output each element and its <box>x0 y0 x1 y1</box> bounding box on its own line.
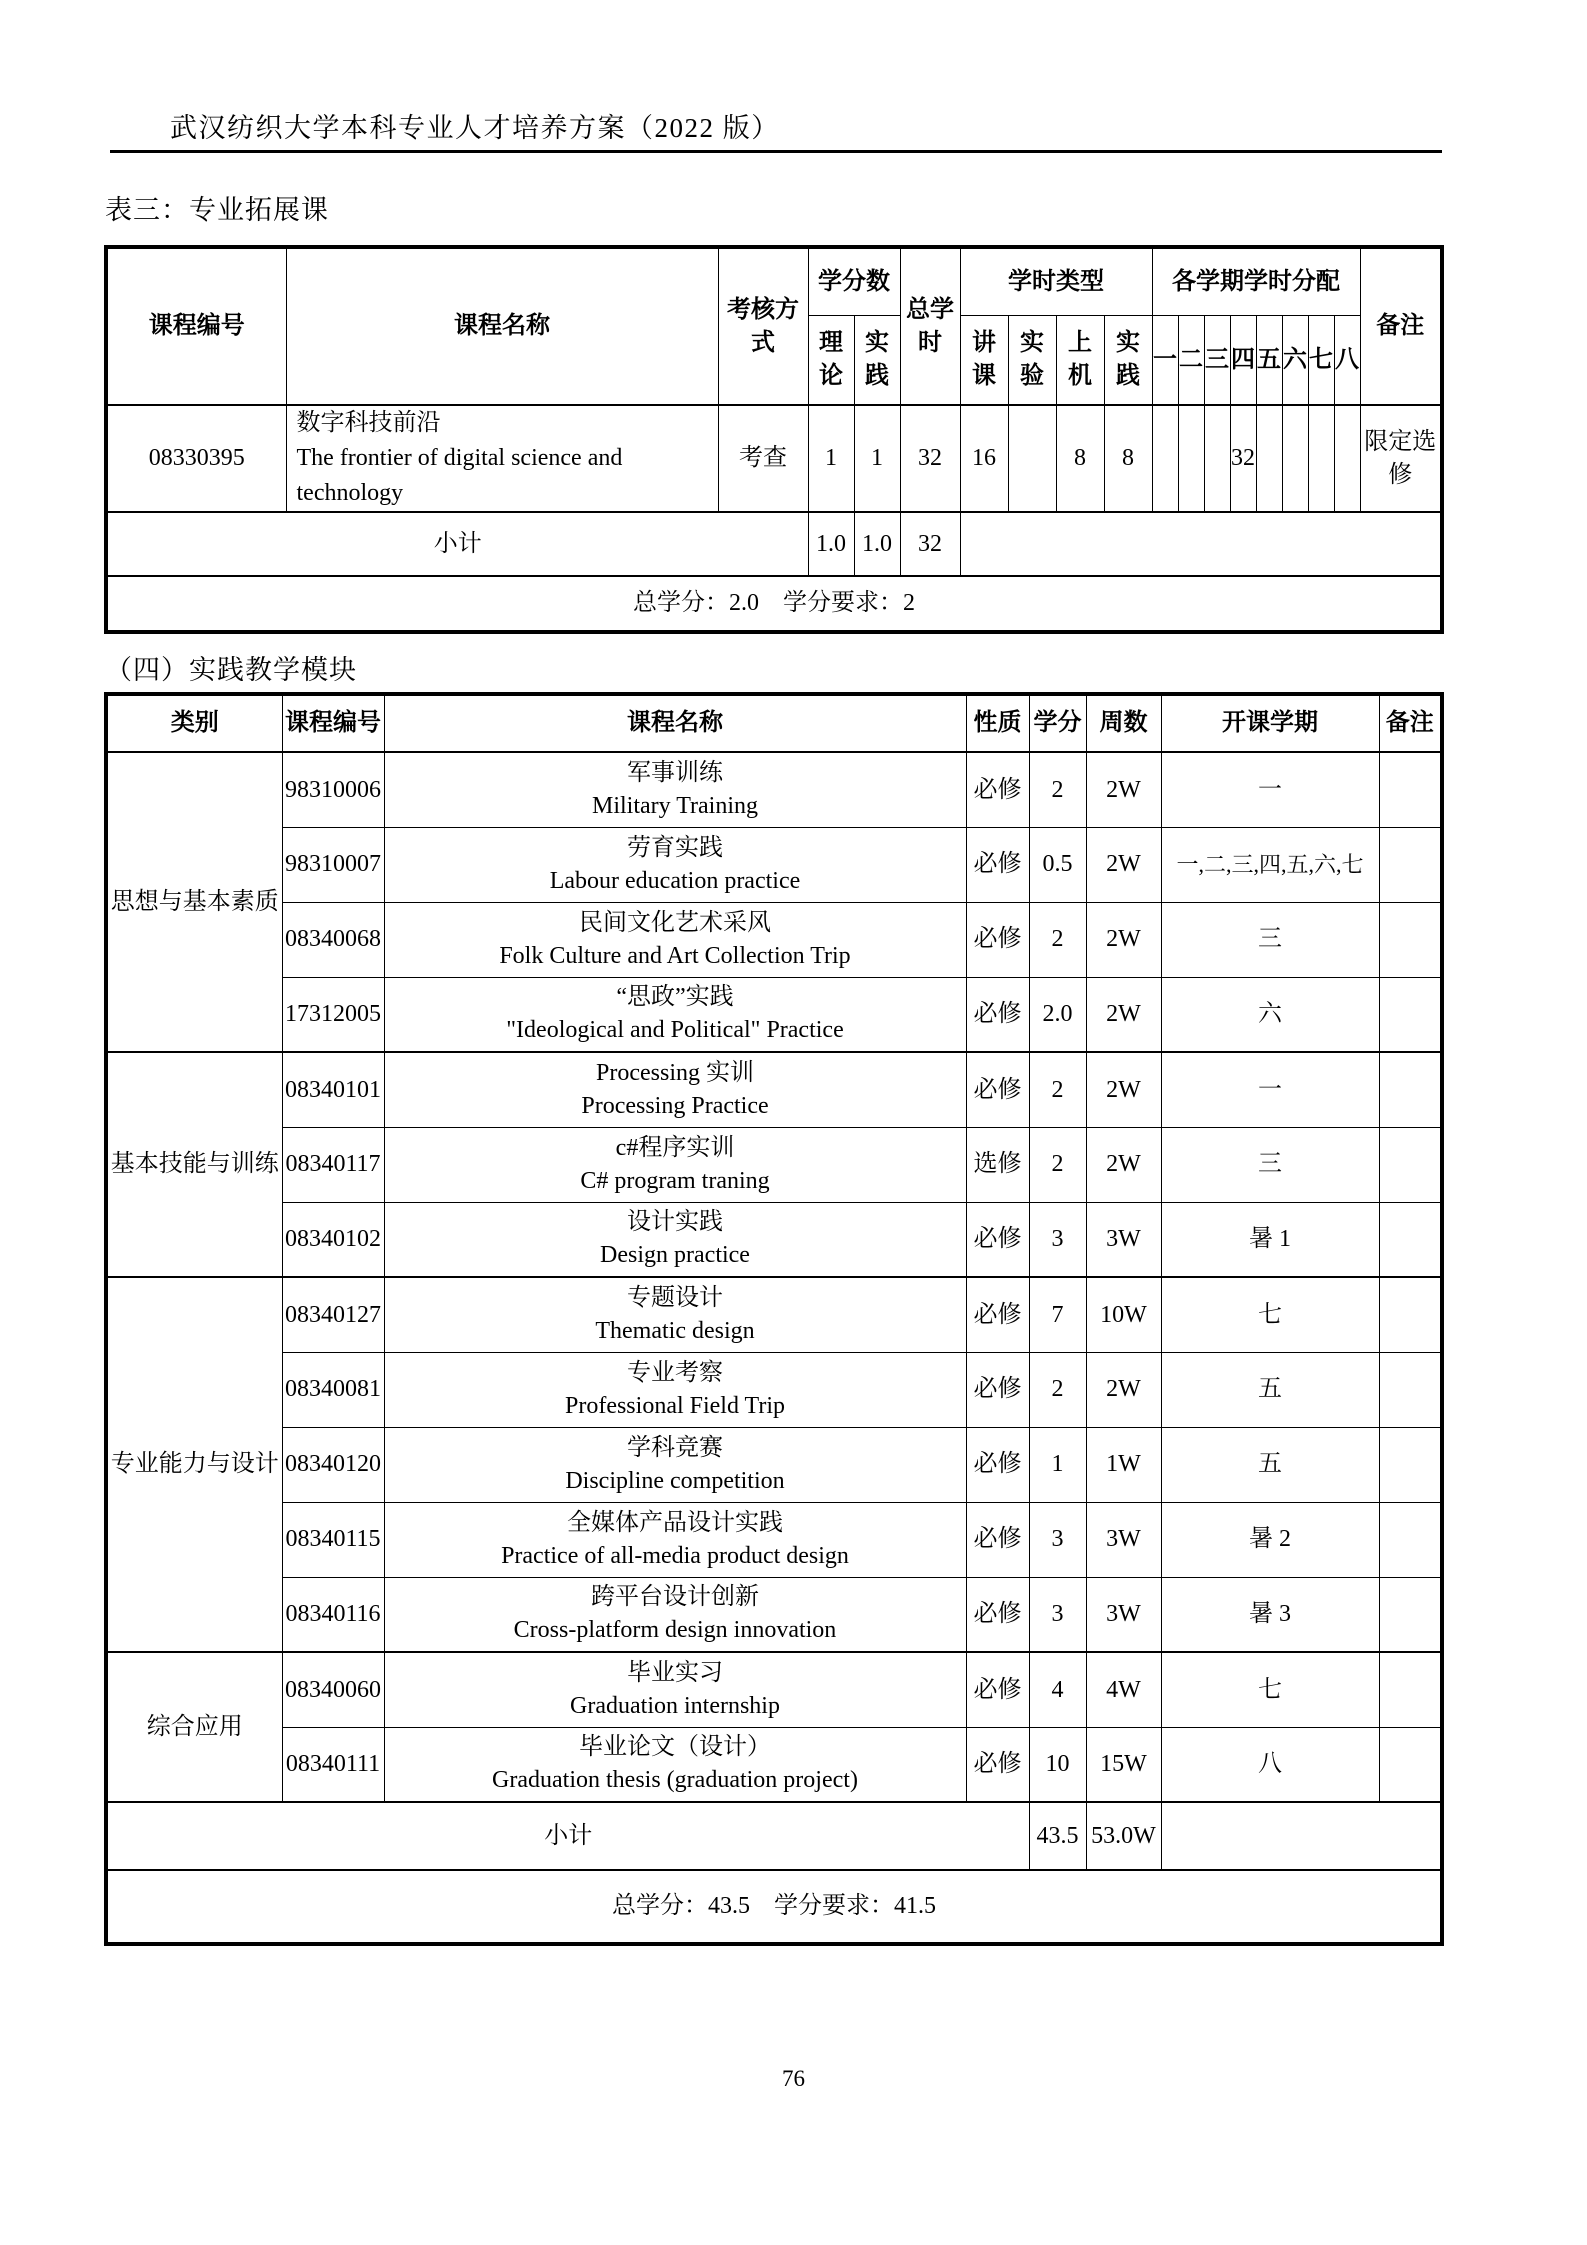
course-remark-cell <box>1379 1202 1442 1277</box>
header-weeks: 周数 <box>1086 694 1161 752</box>
course-name-en: C# program traning <box>580 1167 770 1194</box>
course-name-en: Cross-platform design innovation <box>513 1617 837 1644</box>
course-name-cell <box>384 1277 966 1352</box>
course-name-cn: 军事训练 <box>627 759 723 786</box>
course-semester-cell: 八 <box>1161 1727 1379 1802</box>
course-nature-cell: 必修 <box>966 1427 1029 1502</box>
course-credits-cell: 3 <box>1029 1577 1086 1652</box>
course-name-cn: 设计实践 <box>627 1209 723 1236</box>
subtotal-label: 小计 <box>106 1802 1029 1870</box>
table3-caption: 表三：专业拓展课 <box>105 195 329 225</box>
course-credits-cell: 10 <box>1029 1727 1086 1802</box>
course-semester-cell: 三 <box>1161 1127 1379 1202</box>
course-semester-cell: 暑 1 <box>1161 1202 1379 1277</box>
table3-subtotal-row <box>106 512 1442 576</box>
header-credits-theory: 理论 <box>808 315 854 405</box>
course-code-cell: 08340101 <box>282 1052 384 1127</box>
course-code-cell: 17312005 <box>282 977 384 1052</box>
course-row <box>106 1352 1442 1427</box>
course-semester-cell: 五 <box>1161 1352 1379 1427</box>
section4-heading: （四）实践教学模块 <box>105 655 357 685</box>
category-cell: 专业能力与设计 <box>106 1277 282 1652</box>
course-total-hours-cell: 32 <box>900 405 960 512</box>
course-name-cell <box>384 1727 966 1802</box>
header-course-code: 课程编号 <box>106 247 286 405</box>
header-semester-7: 七 <box>1308 315 1334 405</box>
semester-hours-6 <box>1282 405 1308 512</box>
course-code-cell: 08340127 <box>282 1277 384 1352</box>
header-category: 类别 <box>106 694 282 752</box>
course-code-cell: 98310006 <box>282 752 384 827</box>
course-name-en: Thematic design <box>595 1317 755 1344</box>
course-row <box>106 977 1442 1052</box>
course-semester-cell: 暑 2 <box>1161 1502 1379 1577</box>
course-row <box>106 827 1442 902</box>
course-name-en: Processing Practice <box>581 1092 769 1119</box>
course-row <box>106 902 1442 977</box>
semester-hours-3 <box>1204 405 1230 512</box>
course-weeks-cell: 2W <box>1086 752 1161 827</box>
course-nature-cell: 必修 <box>966 1652 1029 1727</box>
course-semester-cell: 七 <box>1161 1277 1379 1352</box>
course-name-cn: 数字科技前沿 <box>296 410 441 436</box>
course-row <box>106 1052 1442 1127</box>
course-credits-cell: 2 <box>1029 752 1086 827</box>
course-name-en: Practice of all-media product design <box>501 1542 849 1569</box>
course-semester-cell: 七 <box>1161 1652 1379 1727</box>
header-total-hours: 总学时 <box>900 247 960 405</box>
course-remark-cell <box>1379 1427 1442 1502</box>
course-name-en: Graduation thesis (graduation project) <box>492 1767 858 1794</box>
course-name-en: Design practice <box>600 1242 750 1269</box>
semester-hours-1 <box>1152 405 1178 512</box>
course-code-cell: 08340068 <box>282 902 384 977</box>
subtotal-weeks: 53.0W <box>1086 1802 1161 1870</box>
course-semester-cell: 五 <box>1161 1427 1379 1502</box>
course-code-cell: 08340111 <box>282 1727 384 1802</box>
course-remark-cell <box>1379 827 1442 902</box>
header-semester-1: 一 <box>1152 315 1178 405</box>
header-experiment: 实验 <box>1008 315 1056 405</box>
course-row <box>106 405 1442 512</box>
course-weeks-cell: 15W <box>1086 1727 1161 1802</box>
course-name-en: Professional Field Trip <box>564 1392 786 1419</box>
category-cell: 综合应用 <box>106 1652 282 1802</box>
course-weeks-cell: 3W <box>1086 1577 1161 1652</box>
course-name-en: Discipline competition <box>565 1467 785 1494</box>
course-lecture-hours-cell: 16 <box>960 405 1008 512</box>
header-semester-8: 八 <box>1334 315 1360 405</box>
course-name-cn: 民间文化艺术采风 <box>579 909 771 936</box>
course-semester-cell: 暑 3 <box>1161 1577 1379 1652</box>
header-remark: 备注 <box>1379 694 1442 752</box>
header-rule <box>110 150 1442 153</box>
course-remark-cell <box>1379 1502 1442 1577</box>
page-number: 76 <box>782 2066 805 2091</box>
category-cell: 思想与基本素质 <box>106 752 282 1052</box>
course-remark-cell <box>1379 977 1442 1052</box>
course-code-cell: 08340117 <box>282 1127 384 1202</box>
course-weeks-cell: 1W <box>1086 1427 1161 1502</box>
course-name-cn: 劳育实践 <box>627 834 723 861</box>
course-name-cell <box>286 405 718 512</box>
course-name-cn: Processing 实训 <box>596 1059 754 1086</box>
course-semester-cell: 一,二,三,四,五,六,七 <box>1161 827 1379 902</box>
header-nature: 性质 <box>966 694 1029 752</box>
course-nature-cell: 必修 <box>966 1577 1029 1652</box>
course-name-cn: 毕业论文（设计） <box>579 1734 771 1761</box>
header-lecture: 讲课 <box>960 315 1008 405</box>
course-theory-credits-cell: 1 <box>808 405 854 512</box>
course-row <box>106 1277 1442 1352</box>
course-credits-cell: 2 <box>1029 1052 1086 1127</box>
table3-header-row-1 <box>106 247 1442 315</box>
header-course-code: 课程编号 <box>282 694 384 752</box>
course-name-en: Military Training <box>591 792 759 819</box>
course-name-cn: 毕业实习 <box>627 1659 723 1686</box>
course-name-cell <box>384 1202 966 1277</box>
category-cell: 基本技能与训练 <box>106 1052 282 1277</box>
course-name-en: The frontier of digital science and technology <box>296 445 623 506</box>
course-code-cell: 08340116 <box>282 1577 384 1652</box>
course-code-cell: 08330395 <box>106 405 286 512</box>
semester-hours-2 <box>1178 405 1204 512</box>
course-row <box>106 1427 1442 1502</box>
course-credits-cell: 4 <box>1029 1652 1086 1727</box>
course-remark-cell <box>1379 1352 1442 1427</box>
practice-total-line: 总学分：43.5 学分要求：41.5 <box>106 1870 1442 1944</box>
course-credits-cell: 0.5 <box>1029 827 1086 902</box>
practice-header-row <box>106 694 1442 752</box>
header-semester-6: 六 <box>1282 315 1308 405</box>
course-nature-cell: 必修 <box>966 752 1029 827</box>
course-row <box>106 1502 1442 1577</box>
course-weeks-cell: 10W <box>1086 1277 1161 1352</box>
course-name-en: "Ideological and Political" Practice <box>506 1017 844 1044</box>
semester-hours-4: 32 <box>1230 405 1256 512</box>
course-semester-cell: 一 <box>1161 1052 1379 1127</box>
course-semester-cell: 三 <box>1161 902 1379 977</box>
course-name-cell <box>384 1352 966 1427</box>
course-row <box>106 1652 1442 1727</box>
course-weeks-cell: 2W <box>1086 1352 1161 1427</box>
course-credits-cell: 2 <box>1029 1352 1086 1427</box>
course-name-cell <box>384 1502 966 1577</box>
course-row <box>106 752 1442 827</box>
header-computer: 上机 <box>1056 315 1104 405</box>
course-nature-cell: 必修 <box>966 1277 1029 1352</box>
semester-hours-7 <box>1308 405 1334 512</box>
header-credits-group: 学分数 <box>808 247 900 315</box>
course-computer-hours-cell: 8 <box>1056 405 1104 512</box>
course-nature-cell: 必修 <box>966 1727 1029 1802</box>
header-semester-3: 三 <box>1204 315 1230 405</box>
course-credits-cell: 2 <box>1029 1127 1086 1202</box>
practice-module-table <box>104 692 1444 1946</box>
course-practice-credits-cell: 1 <box>854 405 900 512</box>
course-nature-cell: 必修 <box>966 827 1029 902</box>
header-assessment: 考核方式 <box>718 247 808 405</box>
course-nature-cell: 选修 <box>966 1127 1029 1202</box>
course-name-cell <box>384 1577 966 1652</box>
course-remark-cell <box>1379 1652 1442 1727</box>
course-nature-cell: 必修 <box>966 977 1029 1052</box>
course-remark-cell <box>1379 902 1442 977</box>
course-name-cn: “思政”实践 <box>616 984 734 1011</box>
page-header-title: 武汉纺织大学本科专业人才培养方案（2022 版） <box>170 113 780 143</box>
practice-subtotal-row <box>106 1802 1442 1870</box>
subtotal-empty <box>960 512 1442 576</box>
header-credits-practice: 实践 <box>854 315 900 405</box>
course-experiment-hours-cell <box>1008 405 1056 512</box>
course-name-cell <box>384 1127 966 1202</box>
course-credits-cell: 1 <box>1029 1427 1086 1502</box>
course-remark-cell <box>1379 1052 1442 1127</box>
header-semester-4: 四 <box>1230 315 1256 405</box>
course-name-cn: 全媒体产品设计实践 <box>567 1509 783 1536</box>
course-credits-cell: 3 <box>1029 1502 1086 1577</box>
course-name-cell <box>384 1052 966 1127</box>
subtotal-credits: 43.5 <box>1029 1802 1086 1870</box>
course-practice-hours-cell: 8 <box>1104 405 1152 512</box>
course-name-cn: c#程序实训 <box>615 1134 735 1161</box>
course-semester-cell: 六 <box>1161 977 1379 1052</box>
header-credits: 学分 <box>1029 694 1086 752</box>
table3-total-row <box>106 576 1442 632</box>
course-weeks-cell: 3W <box>1086 1202 1161 1277</box>
extension-course-table <box>104 245 1444 634</box>
course-semester-cell: 一 <box>1161 752 1379 827</box>
course-row <box>106 1202 1442 1277</box>
course-weeks-cell: 2W <box>1086 1052 1161 1127</box>
course-remark-cell <box>1379 752 1442 827</box>
course-remark-cell <box>1379 1727 1442 1802</box>
header-course-name: 课程名称 <box>286 247 718 405</box>
course-row <box>106 1577 1442 1652</box>
course-nature-cell: 必修 <box>966 1352 1029 1427</box>
course-weeks-cell: 2W <box>1086 827 1161 902</box>
course-weeks-cell: 3W <box>1086 1502 1161 1577</box>
course-nature-cell: 必修 <box>966 1052 1029 1127</box>
course-name-cell <box>384 977 966 1052</box>
course-remark-cell <box>1379 1277 1442 1352</box>
course-name-cell <box>384 1427 966 1502</box>
header-course-name: 课程名称 <box>384 694 966 752</box>
semester-hours-5 <box>1256 405 1282 512</box>
subtotal-theory: 1.0 <box>808 512 854 576</box>
course-code-cell: 98310007 <box>282 827 384 902</box>
header-semester-2: 二 <box>1178 315 1204 405</box>
course-weeks-cell: 2W <box>1086 902 1161 977</box>
course-name-cell <box>384 752 966 827</box>
course-credits-cell: 3 <box>1029 1202 1086 1277</box>
header-semester-5: 五 <box>1256 315 1282 405</box>
subtotal-practice: 1.0 <box>854 512 900 576</box>
header-remark: 备注 <box>1360 247 1442 405</box>
practice-total-row <box>106 1870 1442 1944</box>
course-code-cell: 08340102 <box>282 1202 384 1277</box>
course-credits-cell: 2.0 <box>1029 977 1086 1052</box>
course-name-cn: 跨平台设计创新 <box>591 1584 759 1611</box>
course-credits-cell: 7 <box>1029 1277 1086 1352</box>
course-remark-cell: 限定选修 <box>1360 405 1442 512</box>
subtotal-total-hours: 32 <box>900 512 960 576</box>
course-row <box>106 1127 1442 1202</box>
course-weeks-cell: 2W <box>1086 1127 1161 1202</box>
subtotal-empty <box>1161 1802 1442 1870</box>
subtotal-label: 小计 <box>106 512 808 576</box>
header-practice: 实践 <box>1104 315 1152 405</box>
semester-hours-8 <box>1334 405 1360 512</box>
header-semester: 开课学期 <box>1161 694 1379 752</box>
course-name-en: Graduation internship <box>570 1692 780 1719</box>
course-code-cell: 08340081 <box>282 1352 384 1427</box>
course-code-cell: 08340060 <box>282 1652 384 1727</box>
course-name-cell <box>384 827 966 902</box>
header-semester-group: 各学期学时分配 <box>1152 247 1360 315</box>
course-code-cell: 08340115 <box>282 1502 384 1577</box>
course-assessment-cell: 考查 <box>718 405 808 512</box>
course-name-cell <box>384 1652 966 1727</box>
course-remark-cell <box>1379 1127 1442 1202</box>
course-name-cn: 专业考察 <box>627 1359 723 1386</box>
course-code-cell: 08340120 <box>282 1427 384 1502</box>
course-name-en: Folk Culture and Art Collection Trip <box>499 942 851 969</box>
course-nature-cell: 必修 <box>966 902 1029 977</box>
course-weeks-cell: 2W <box>1086 977 1161 1052</box>
course-row <box>106 1727 1442 1802</box>
course-weeks-cell: 4W <box>1086 1652 1161 1727</box>
course-name-cell <box>384 902 966 977</box>
header-hour-type-group: 学时类型 <box>960 247 1152 315</box>
course-credits-cell: 2 <box>1029 902 1086 977</box>
course-name-cn: 专题设计 <box>627 1284 723 1311</box>
course-nature-cell: 必修 <box>966 1502 1029 1577</box>
course-name-en: Labour education practice <box>549 867 801 894</box>
course-remark-cell <box>1379 1577 1442 1652</box>
table3-total-line: 总学分：2.0 学分要求：2 <box>106 576 1442 632</box>
course-name-cn: 学科竞赛 <box>627 1434 723 1461</box>
course-nature-cell: 必修 <box>966 1202 1029 1277</box>
